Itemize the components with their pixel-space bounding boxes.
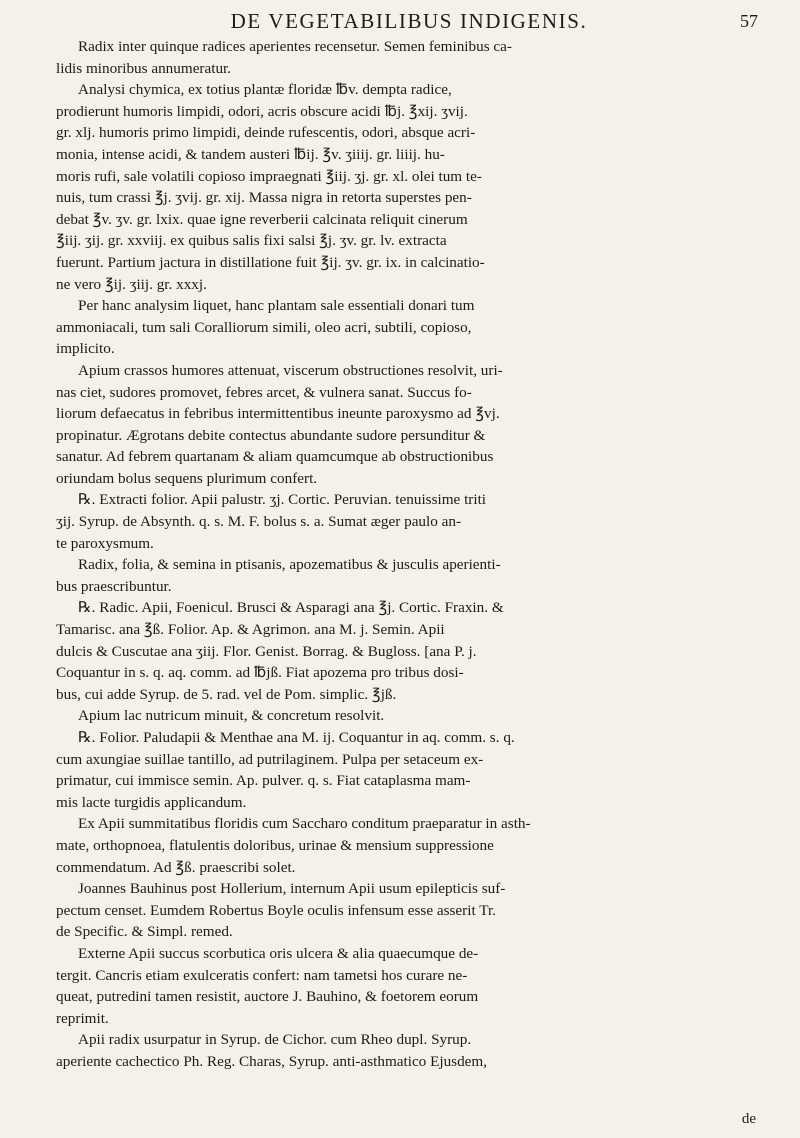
text-line: ammoniacali, tum sali Coralliorum simili, oleo acri, subtili, copioso, xyxy=(56,318,472,336)
text-line: nas ciet, sudores promovet, febres arcet, & vulnera sanat. Succus fo- xyxy=(56,383,472,401)
text-line: Radix inter quinque radices aperientes recensetur. Semen feminibus ca- xyxy=(78,38,512,55)
body-text xyxy=(56,36,762,1073)
text-line: Apii radix usurpatur in Syrup. de Cichor. cum Rheo dupl. Syrup. xyxy=(78,1031,472,1049)
text-line: Coquantur in s. q. aq. comm. ad ℔jß. Fiat apozema pro tribus dosi- xyxy=(56,664,464,682)
text-line: lidis minoribus annumeratur. xyxy=(56,59,232,77)
text-line: reprimit. xyxy=(56,1009,109,1027)
text-line: Apium lac nutricum minuit, & concretum resolvit. xyxy=(78,707,385,725)
text-line: Per hanc analysim liquet, hanc plantam sale essentiali donari tum xyxy=(78,297,475,315)
text-line: implicito. xyxy=(56,340,115,358)
text-line: sanatur. Ad febrem quartanam & aliam quamcumque ab obstructionibus xyxy=(56,448,494,466)
text-line: Externe Apii succus scorbutica oris ulcera & alia quaecumque de- xyxy=(78,944,479,962)
text-line: Analysi chymica, ex totius plantæ floridæ ℔v. dempta radice, xyxy=(78,81,452,99)
text-line: queat, putredini tamen resistit, auctore J. Bauhino, & foetorem eorum xyxy=(56,988,479,1006)
text-line: mis lacte turgidis applicandum. xyxy=(56,793,247,811)
text-line: aperiente cachectico Ph. Reg. Charas, Syrup. anti-asthmatico Ejusdem, xyxy=(56,1052,488,1070)
text-line: dulcis & Cuscutae ana ʒiij. Flor. Genist. Borrag. & Bugloss. [ana P. j. xyxy=(56,642,477,660)
text-line: ℞. Extracti folior. Apii palustr. ʒj. Cortic. Peruvian. tenuissime triti xyxy=(78,491,487,509)
text-line: liorum defaecatus in febribus intermittentibus ineunte paroxysmo ad ℥vj. xyxy=(56,405,500,423)
running-title: DE VEGETABILIBUS INDIGENIS. xyxy=(230,9,588,33)
text-line: Radix, folia, & semina in ptisanis, apozematibus & jusculis aperienti- xyxy=(78,556,501,574)
catchword: de xyxy=(741,1111,756,1127)
text-line: tergit. Cancris etiam exulceratis confert: nam tametsi hos curare ne- xyxy=(56,966,468,984)
text-line: Joannes Bauhinus post Hollerium, internum Apii usum epilepticis suf- xyxy=(78,880,506,898)
text-line: ℥iij. ʒij. gr. xxviij. ex quibus salis fixi salsi ℥j. ʒv. gr. lv. extracta xyxy=(56,232,447,250)
text-line: ne vero ℥ij. ʒiij. gr. xxxj. xyxy=(56,275,207,293)
text-line: Tamarisc. ana ℥ß. Folior. Ap. & Agrimon. ana M. j. Semin. Apii xyxy=(56,621,445,639)
text-line: Apium crassos humores attenuat, viscerum obstructiones resolvit, uri- xyxy=(78,361,503,379)
text-line: pectum censet. Eumdem Robertus Boyle oculis infensum esse asserit Tr. xyxy=(56,901,496,919)
text-line: bus, cui adde Syrup. de 5. rad. vel de Pom. simplic. ℥jß. xyxy=(56,685,397,703)
text-line: cum axungiae suillae tantillo, ad putrilaginem. Pulpa per setaceum ex- xyxy=(56,750,484,768)
text-line: bus praescribuntur. xyxy=(56,577,172,595)
running-head xyxy=(56,6,762,36)
page-number: 57 xyxy=(740,11,758,31)
text-line: Ex Apii summitatibus floridis cum Saccharo conditum praeparatur in asth- xyxy=(78,815,531,833)
text-line: ℞. Radic. Apii, Foenicul. Brusci & Asparagi ana ℥j. Cortic. Fraxin. & xyxy=(78,599,504,617)
text-line: mate, orthopnoea, flatulentis doloribus, urinae & mensium suppressione xyxy=(56,836,494,854)
text-line: fuerunt. Partium jactura in distillatione fuit ℥ij. ʒv. gr. ix. in calcinatio- xyxy=(56,253,485,271)
text-line: ℞. Folior. Paludapii & Menthae ana M. ij. Coquantur in aq. comm. s. q. xyxy=(78,729,515,746)
text-line: propinatur. Ægrotans debite contectus abundante sudore persunditur & xyxy=(56,426,486,444)
text-line: te paroxysmum. xyxy=(56,534,154,552)
text-line: primatur, cui immisce semin. Ap. pulver. q. s. Fiat cataplasma mam- xyxy=(56,772,471,790)
text-line: monia, intense acidi, & tandem austeri ℔ij. ℥v. ʒiiij. gr. liiij. hu- xyxy=(56,145,445,163)
text-line: debat ℥v. ʒv. gr. lxix. quae igne reverberii calcinata reliquit cinerum xyxy=(56,210,468,228)
text-line: ʒij. Syrup. de Absynth. q. s. M. F. bolus s. a. Sumat æger paulo an- xyxy=(56,513,462,531)
text-line: commendatum. Ad ℥ß. praescribi solet. xyxy=(56,858,296,876)
text-line: prodierunt humoris limpidi, odori, acris obscure acidi ℔j. ℥xij. ʒvij. xyxy=(56,102,468,120)
text-line: gr. xlj. humoris primo limpidi, deinde rufescentis, odori, absque acri- xyxy=(56,124,476,142)
text-line: nuis, tum crassi ℥j. ʒvij. gr. xij. Massa nigra in retorta superstes pen- xyxy=(56,189,472,207)
text-line: de Specific. & Simpl. remed. xyxy=(56,923,233,941)
text-line: oriundam bolus sequens plurimum confert. xyxy=(56,469,318,487)
text-line: moris rufi, sale volatili copioso impraegnati ℥iij. ʒj. gr. xl. olei tum te- xyxy=(56,167,482,185)
